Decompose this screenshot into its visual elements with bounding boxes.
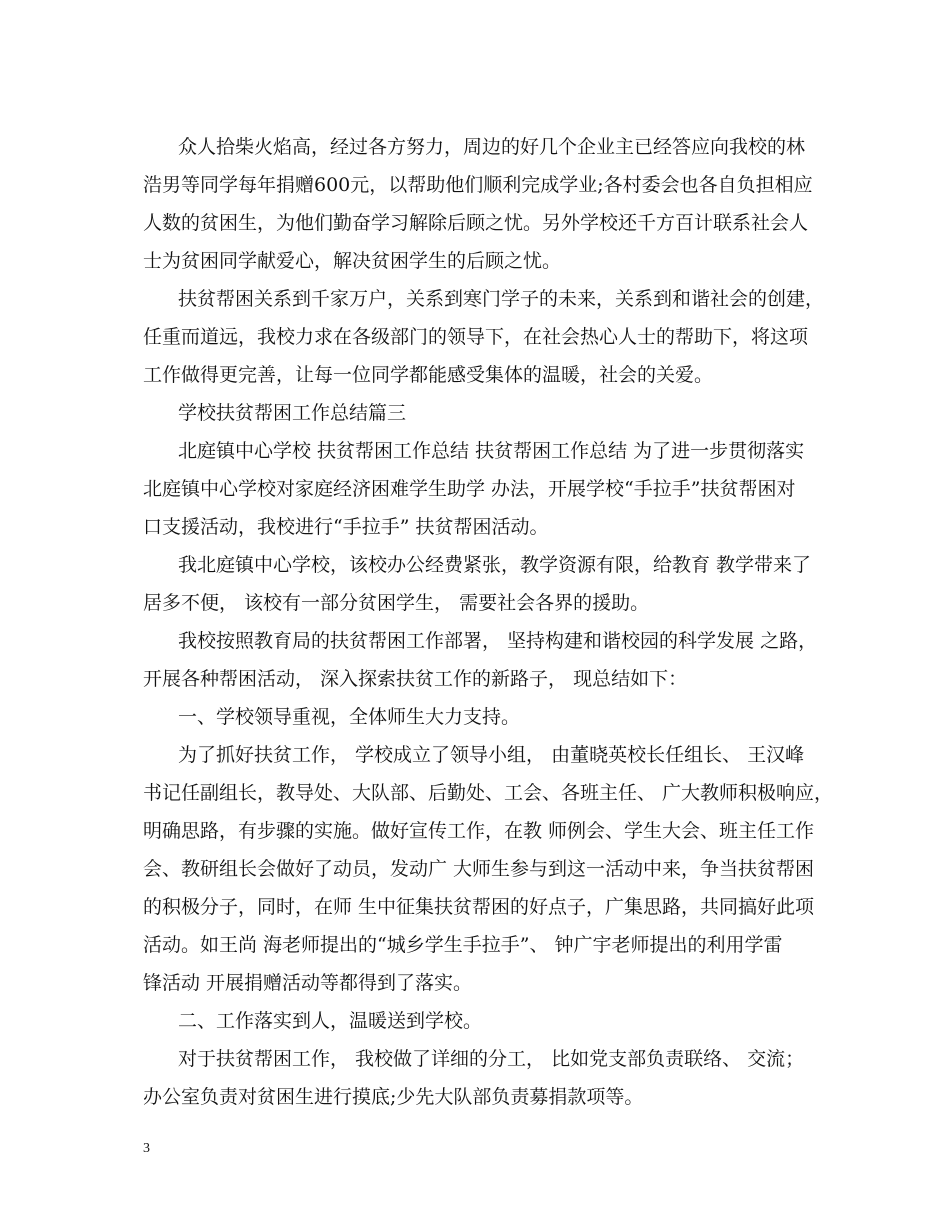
- text-line-4: 士为贫困同学献爱心，解决贫困学生的后顾之忧。: [143, 250, 562, 272]
- text-line-12: 我北庭镇中心学校，该校办公经费紧张，教学资源有限，给教育 教学带来了: [178, 554, 812, 576]
- section-heading: 学校扶贫帮困工作总结篇三: [178, 402, 407, 424]
- text-line-11: 口支援活动，我校进行“手拉手” 扶贫帮困活动。: [143, 516, 549, 538]
- text-line-15: 开展各种帮困活动， 深入探索扶贫工作的新路子， 现总结如下：: [143, 668, 688, 690]
- text-line-1: 众人拾柴火焰高，经过各方努力，周边的好几个企业主已经答应向我校的林: [178, 136, 806, 158]
- text-line-2: 浩男等同学每年捐赠600元，以帮助他们顺利完成学业;各村委会也各自负担相应: [143, 174, 813, 196]
- text-line-3: 人数的贫困生，为他们勤奋学习解除后顾之忧。另外学校还千方百计联系社会人: [143, 212, 809, 234]
- text-line-13: 居多不便， 该校有一部分贫困学生， 需要社会各界的援助。: [143, 592, 650, 614]
- text-line-25: 对于扶贫帮困工作， 我校做了详细的分工， 比如党支部负责联络、 交流；: [178, 1048, 805, 1070]
- text-line-23: 锋活动 开展捐赠活动等都得到了落实。: [143, 972, 473, 994]
- text-line-14: 我校按照教育局的扶贫帮困工作部署， 坚持构建和谐校园的科学发展 之路，: [178, 630, 818, 652]
- text-line-10: 北庭镇中心学校对家庭经济困难学生助学 办法，开展学校“手拉手”扶贫帮困对: [143, 478, 796, 500]
- text-line-17: 为了抓好扶贫工作， 学校成立了领导小组， 由董晓英校长任组长、 王汉峰: [178, 744, 805, 766]
- text-line-18: 书记任副组长，教导处、大队部、后勤处、工会、各班主任、 广大教师积极响应，: [143, 782, 834, 804]
- text-line-7: 工作做得更完善，让每一位同学都能感受集体的温暖，社会的关爱。: [143, 364, 714, 386]
- text-line-5: 扶贫帮困关系到千家万户，关系到寒门学子的未来，关系到和谐社会的创建，: [178, 288, 825, 310]
- text-line-21: 的积极分子，同时，在师 生中征集扶贫帮困的好点子，广集思路，共同搞好此项: [143, 896, 815, 918]
- text-line-20: 会、教研组长会做好了动员，发动广 大师生参与到这一活动中来，争当扶贫帮困: [143, 858, 815, 880]
- text-line-22: 活动。如王尚 海老师提出的“城乡学生手拉手”、 钟广宇老师提出的利用学雷: [143, 934, 783, 956]
- text-line-9: 北庭镇中心学校 扶贫帮困工作总结 扶贫帮困工作总结 为了进一步贯彻落实: [178, 440, 805, 462]
- text-line-16: 一、学校领导重视，全体师生大力支持。: [178, 706, 521, 728]
- text-line-26: 办公室负责对贫困生进行摸底;少先大队部负责募捐款项等。: [143, 1086, 644, 1108]
- text-line-19: 明确思路，有步骤的实施。做好宣传工作，在教 师例会、学生大会、班主任工作: [143, 820, 815, 842]
- text-line-24: 二、工作落实到人，温暖送到学校。: [178, 1010, 483, 1032]
- page-number: 3: [143, 1141, 150, 1156]
- text-line-6: 任重而道远，我校力求在各级部门的领导下，在社会热心人士的帮助下，将这项: [143, 326, 809, 348]
